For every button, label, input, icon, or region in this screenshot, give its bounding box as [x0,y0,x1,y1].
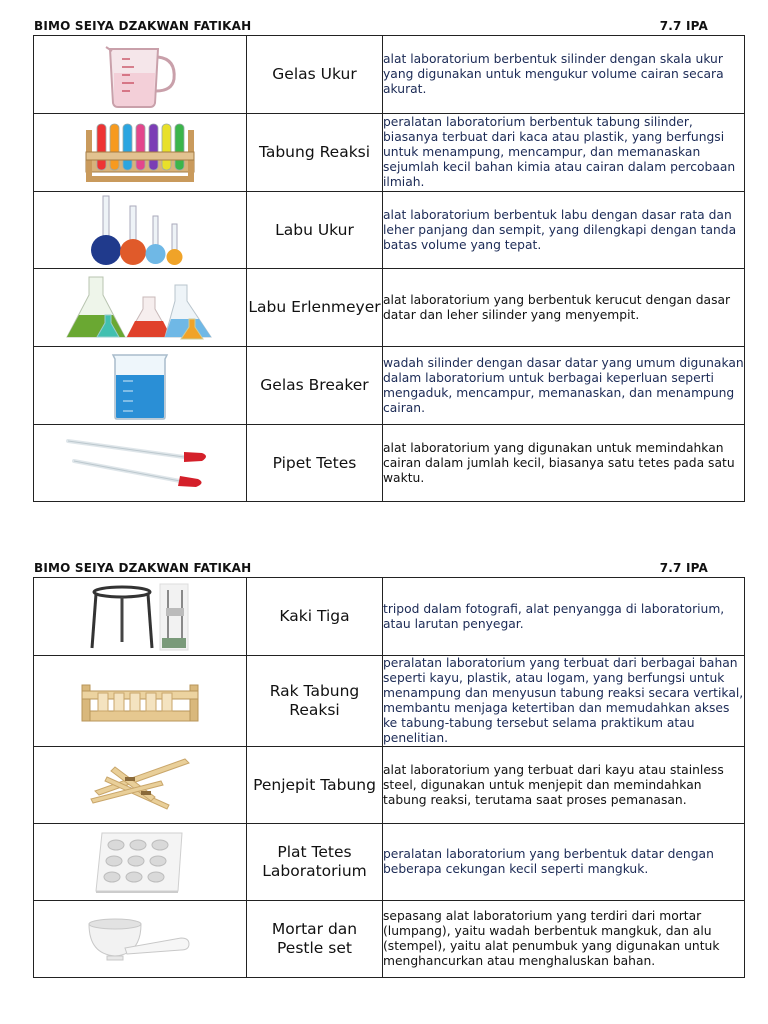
equipment-description: sepasang alat laboratorium yang terdiri dari mortar (lumpang), yaitu wadah berbentuk mangkuk, dan alu (stempel), yaitu alat penumbuk yang digunakan untuk menghancurkan atau menghaluskan bahan. [383,901,745,978]
table-row [34,269,745,347]
equipment-name: Plat Tetes Laboratorium [247,824,383,901]
equipment-name: Labu Erlenmeyer [247,269,383,347]
tripod-icon [90,582,190,652]
equipment-description: tripod dalam fotografi, alat penyangga di laboratorium, atau larutan penyegar. [383,578,745,656]
volumetric-flask-icon [90,194,190,266]
page-2-header [34,561,710,577]
table-row [34,656,745,747]
student-name: BIMO SEIYA DZAKWAN FATIKAH [34,19,252,33]
mortar-pestle-icon [85,914,195,964]
equipment-description: alat laboratorium yang terbuat dari kayu atau stainless steel, digunakan untuk menjepit dan memindahkan tabung reaksi, terutama saat proses pemanasan. [383,747,745,824]
equipment-name: Rak Tabung Reaksi [247,656,383,747]
table-row [34,36,745,114]
equipment-description: alat laboratorium berbentuk labu dengan dasar rata dan leher panjang dan sempit, yang dilengkapi dengan tanda batas volume yang tepat. [383,192,745,269]
test-tube-rack-icon [80,677,200,725]
equipment-name: Gelas Ukur [247,36,383,114]
equipment-description: wadah silinder dengan dasar datar yang umum digunakan dalam laboratorium untuk berbagai keperluan seperti mengaduk, mencampur, memanaskan, dan menampung cairan. [383,347,745,425]
student-name: BIMO SEIYA DZAKWAN FATIKAH [34,561,252,575]
equipment-name: Tabung Reaksi [247,114,383,192]
lab-equipment-table-2 [33,577,745,978]
equipment-description: peralatan laboratorium yang berbentuk datar dengan beberapa cekungan kecil seperti mangkuk. [383,824,745,901]
erlenmeyer-flask-icon [65,275,215,341]
equipment-description: alat laboratorium berbentuk silinder dengan skala ukur yang digunakan untuk mengukur volume cairan secara akurat. [383,36,745,114]
beaker-icon [109,351,171,421]
table-row [34,824,745,901]
equipment-description: alat laboratorium yang berbentuk kerucut dengan dasar datar dan leher silinder yang menyempit. [383,269,745,347]
table-row [34,192,745,269]
table-row [34,578,745,656]
equipment-name: Labu Ukur [247,192,383,269]
equipment-name: Kaki Tiga [247,578,383,656]
equipment-description: alat laboratorium yang digunakan untuk memindahkan cairan dalam jumlah kecil, biasanya satu tetes pada satu waktu. [383,425,745,502]
table-row [34,901,745,978]
dropper-icon [60,433,220,493]
table-row [34,114,745,192]
class-label: 7.7 IPA [659,19,708,33]
lab-equipment-table-1 [33,35,745,502]
equipment-name: Penjepit Tabung [247,747,383,824]
table-row [34,347,745,425]
page-1-header [34,19,710,35]
equipment-name: Gelas Breaker [247,347,383,425]
tube-clamp-icon [85,755,195,815]
table-row [34,425,745,502]
spot-plate-icon [92,829,188,895]
class-label: 7.7 IPA [659,561,708,575]
equipment-name: Pipet Tetes [247,425,383,502]
equipment-name: Mortar dan Pestle set [247,901,383,978]
measuring-cup-icon [100,41,180,109]
table-row [34,747,745,824]
test-tubes-icon [82,122,198,184]
equipment-description: peralatan laboratorium yang terbuat dari berbagai bahan seperti kayu, plastik, atau logam, yang berfungsi untuk menampung dan menyusun tabung reaksi secara vertikal, membantu menjaga ketertiban dan memudahkan akses ke tabung-tabung tersebut selama praktikum atau penelitian. [383,656,744,745]
equipment-description: peralatan laboratorium berbentuk tabung silinder, biasanya terbuat dari kaca atau plastik, yang berfungsi untuk menampung, mencampur, dan memanaskan sejumlah kecil bahan kimia atau cairan dalam percobaan ilmiah. [383,114,745,192]
